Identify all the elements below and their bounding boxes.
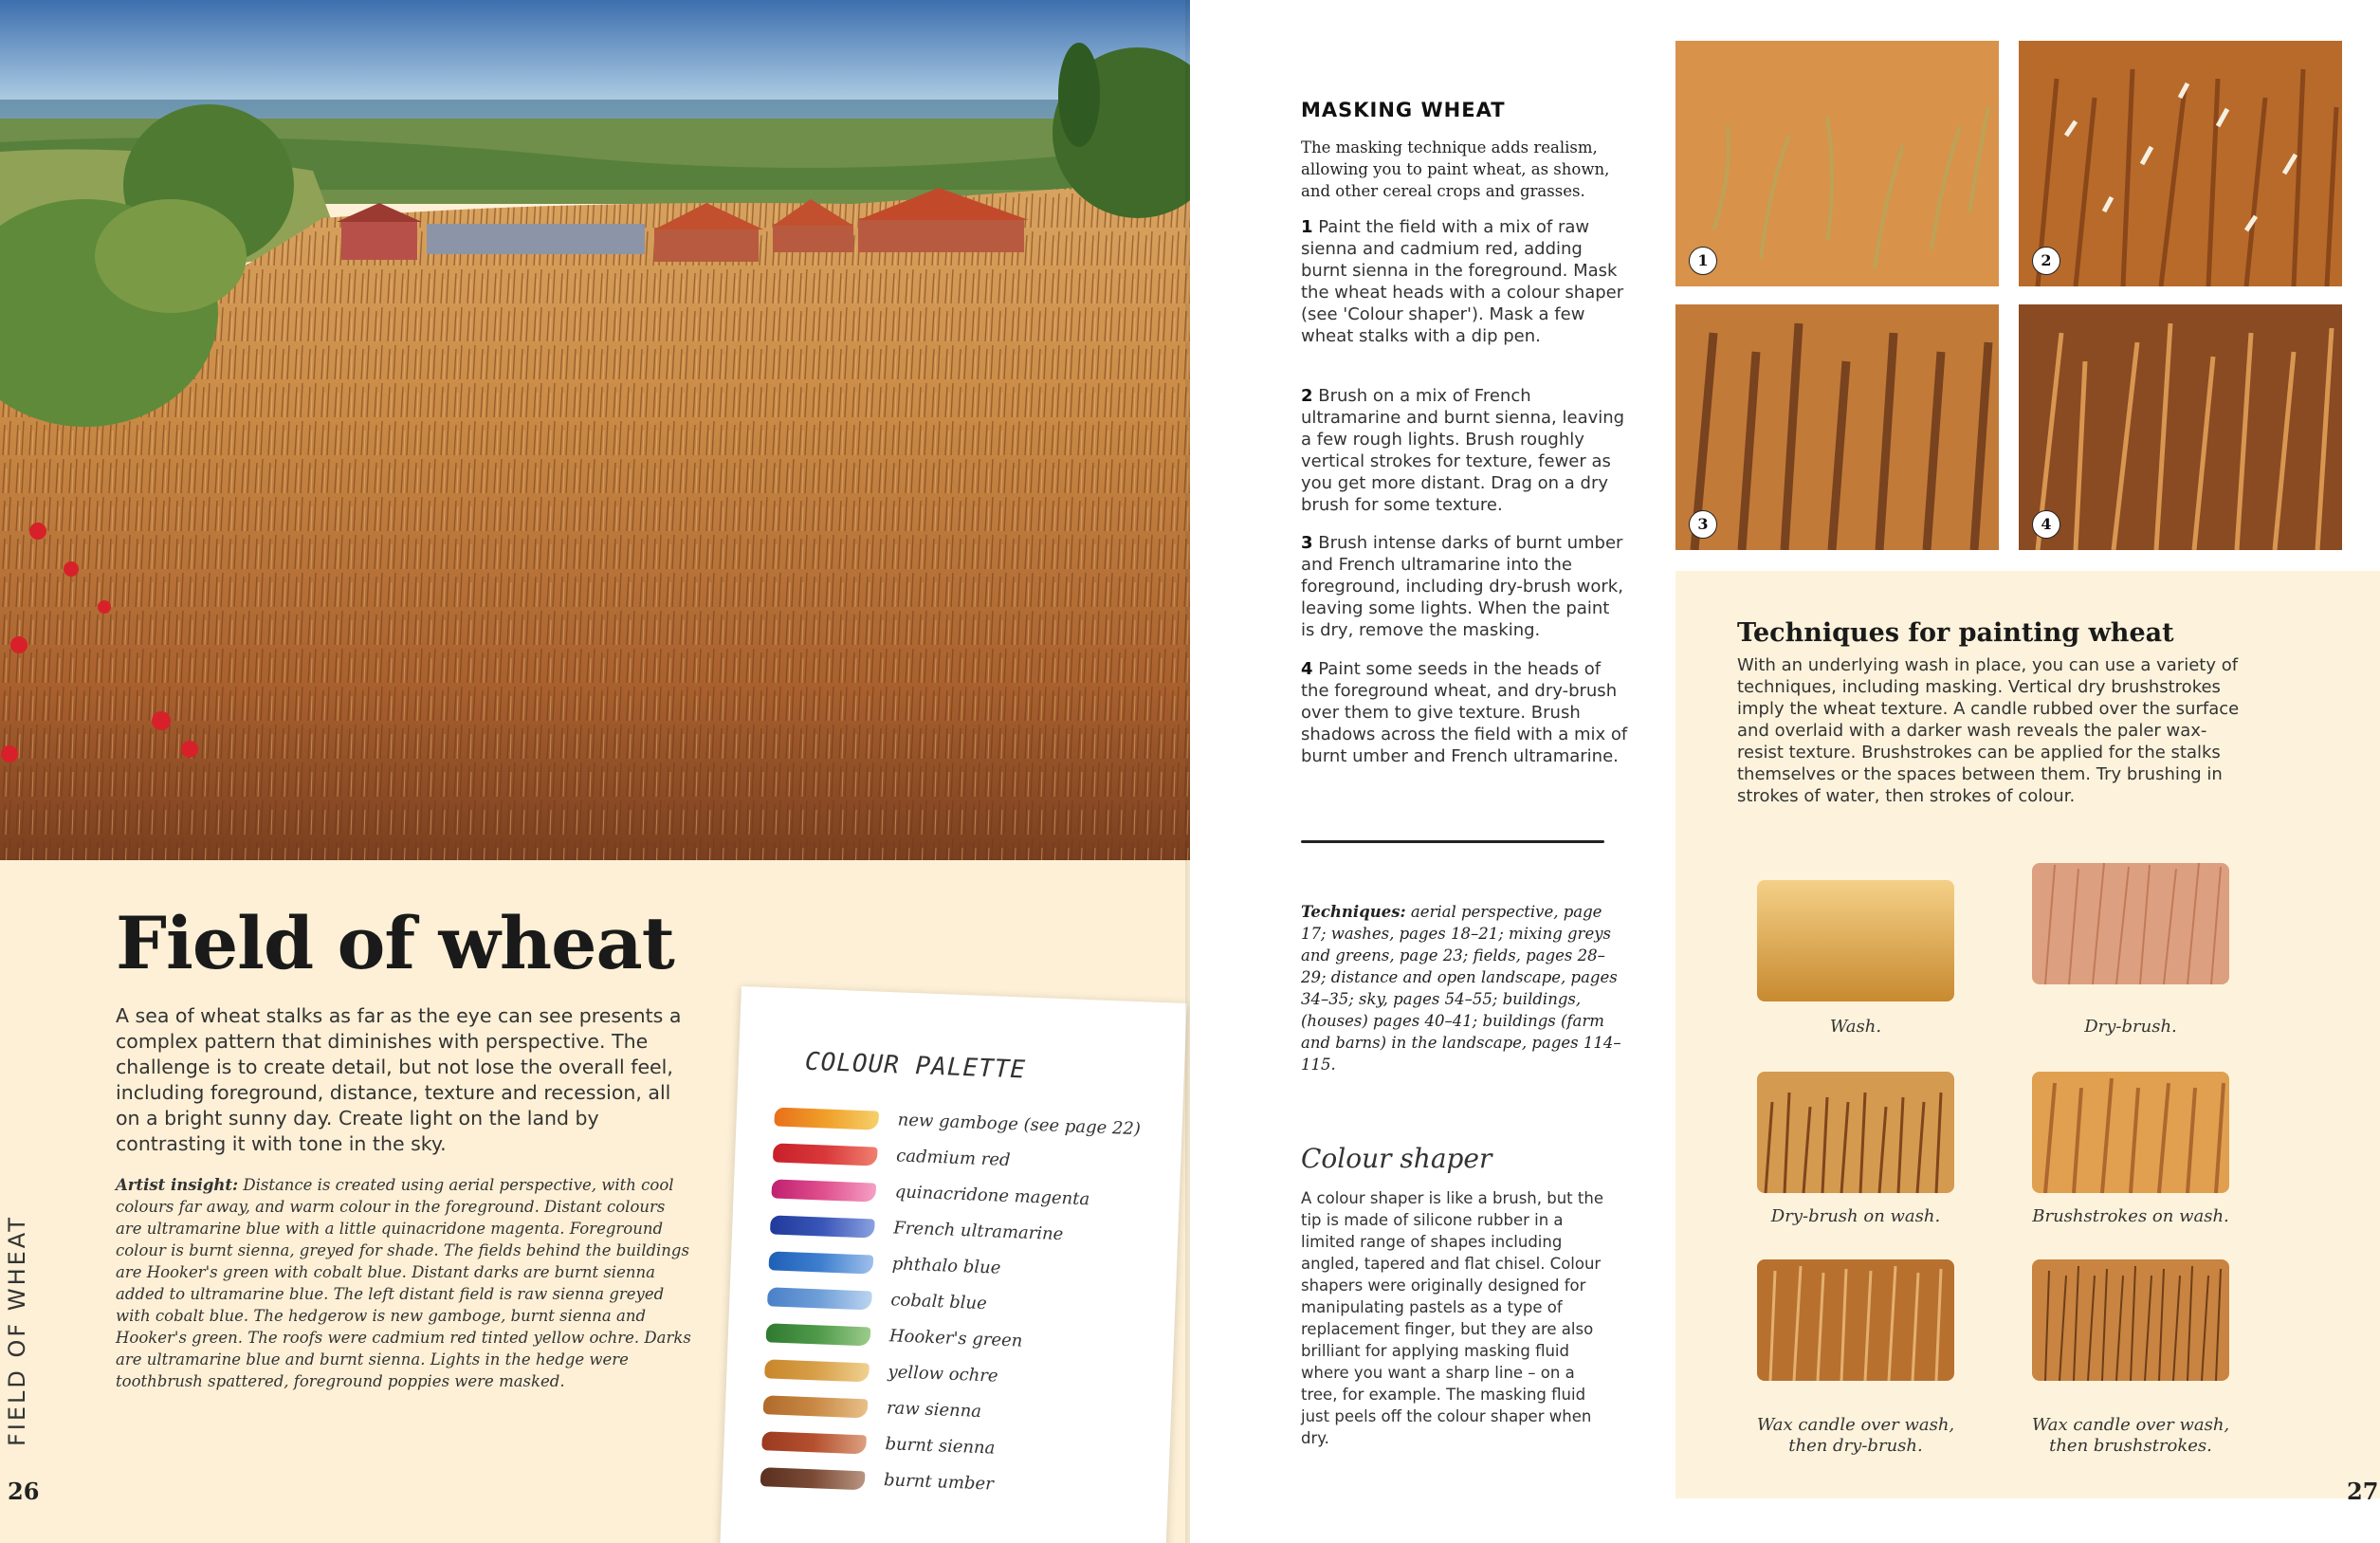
step-number: 1	[1301, 217, 1313, 237]
techniques-description: With an underlying wash in place, you can use a variety of techniques, including masking. Vertical dry brushstrokes imply the wheat texture. A candle rubbed over the surface and overlaid with a darker wash reveals the paler wax-resist texture. Brushstrokes can be applied for the stalks themselves or the spaces between them. Try brushing in strokes of water, then strokes of colour.	[1737, 655, 2240, 806]
technique-label: Wash.	[1829, 1017, 1882, 1037]
step-text: Brush on a mix of French ultramarine and burnt sienna, leaving a few rough lights. Brush roughly vertical strokes for texture, fewer as you get more distant. Drag on a dry brush for some texture.	[1301, 386, 1625, 515]
palette-swatch	[760, 1467, 866, 1490]
colour-shaper-text: A colour shaper is like a brush, but the tip is made of silicone rubber in a limited range of shapes including angled, tapered and flat chisel. Colour shapers were originally designed for manipulating pastels as a type of replacement finger, but they are also brilliant for applying masking fluid where you want a sharp line – on a tree, for example. The masking fluid just peels off the colour shaper when dry.	[1301, 1189, 1603, 1447]
palette-swatch	[773, 1143, 878, 1166]
step-badge: 1	[1689, 247, 1717, 275]
technique-label: Dry-brush on wash.	[1770, 1206, 1941, 1226]
technique-label: Wax candle over wash, then dry-brush.	[1756, 1415, 1955, 1456]
techniques-text: aerial perspective, page 17; washes, pages 18–21; mixing greys and greens, page 23; fields, pages 28–29; distance and open landscape, pages 34–35; sky, pages 54–55; buildings, (houses) pages 40–41; buildings (farm and barns) in the landscape, pages 114–115.	[1301, 903, 1621, 1074]
palette-color-name: cobalt blue	[890, 1290, 988, 1314]
palette-swatch	[766, 1323, 871, 1346]
step-image-3	[1675, 304, 1999, 550]
palette-title: COLOUR PALETTE	[804, 1047, 1027, 1085]
insight-text: Distance is created using aerial perspective, with cool colours far away, and warm colour in the foreground. Distant colours are ultramarine blue with a little quinacridone magenta. Foreground colour is burnt sienna, greyed for shade. The fields behind the buildings are Hooker's green with cobalt blue. Distant darks are burnt sienna added to ultramarine blue. The left distant field is raw sienna greyed with cobalt blue. The hedgerow is new gamboge, burnt sienna and Hooker's green. The roofs were cadmium red tinted yellow ochre. Darks are ultramarine blue and burnt sienna. Lights in the hedge were toothbrush spattered, foreground poppies were masked.	[116, 1176, 691, 1390]
section-side-label: FIELD OF WHEAT	[4, 1214, 30, 1446]
palette-row	[764, 1355, 1144, 1398]
masking-intro: The masking technique adds realism, allowing you to paint wheat, as shown, and other cereal crops and grasses.	[1301, 138, 1610, 200]
colour-shaper-heading: Colour shaper	[1301, 1143, 1492, 1174]
palette-color-name: yellow ochre	[888, 1362, 998, 1387]
artist-insight	[116, 1174, 694, 1392]
right-page	[1190, 0, 2380, 1543]
page-number-left: 26	[8, 1478, 40, 1505]
palette-color-name: French ultramarine	[892, 1218, 1064, 1245]
palette-color-name: phthalo blue	[891, 1254, 1001, 1278]
wax-dry-brush-swatch	[1751, 1252, 1960, 1389]
palette-color-name: Hooker's green	[888, 1326, 1023, 1351]
technique-label: Dry-brush.	[2084, 1017, 2177, 1037]
palette-row	[760, 1463, 1141, 1506]
step-badge: 4	[2032, 510, 2060, 539]
palette-swatch	[761, 1431, 867, 1454]
dry-brush-swatch	[2026, 855, 2235, 993]
palette-swatch	[767, 1287, 872, 1310]
step-text: Paint the field with a mix of raw sienna and cadmium red, adding burnt sienna in the foreground. Mask the wheat heads with a colour shaper (see 'Colour shaper'). Mask a few wheat stalks with a dip pen.	[1301, 217, 1624, 346]
wash-swatch	[1751, 873, 1960, 1010]
colour-palette-card	[720, 986, 1187, 1543]
palette-row	[771, 1175, 1151, 1218]
step-text: Paint some seeds in the heads of the foreground wheat, and dry-brush over them to give texture. Brush shadows across the field with a mix of burnt umber and French ultramarine.	[1301, 659, 1628, 766]
brushstrokes-on-wash-swatch	[2026, 1064, 2235, 1202]
palette-swatch	[774, 1107, 879, 1130]
wax-brushstrokes-swatch	[2026, 1252, 2235, 1389]
palette-swatch	[769, 1251, 874, 1274]
technique-label: Brushstrokes on wash.	[2032, 1206, 2229, 1226]
palette-color-name: new gamboge (see page 22)	[897, 1110, 1142, 1140]
palette-swatch	[771, 1179, 876, 1202]
step-image-2	[2019, 41, 2342, 286]
step-image-4	[2019, 304, 2342, 550]
palette-swatch	[763, 1395, 869, 1418]
step-badge: 3	[1689, 510, 1717, 539]
technique-label: Wax candle over wash, then brushstrokes.	[2031, 1415, 2230, 1456]
palette-row	[770, 1211, 1150, 1254]
palette-row	[774, 1103, 1154, 1146]
palette-color-name: burnt sienna	[885, 1434, 996, 1459]
techniques-heading: Techniques for painting wheat	[1737, 618, 2174, 648]
masking-step	[1301, 532, 1628, 641]
palette-color-name: burnt umber	[883, 1470, 995, 1495]
step-number: 2	[1301, 386, 1313, 406]
palette-color-name: quinacridone magenta	[894, 1182, 1090, 1210]
dry-brush-on-wash-swatch	[1751, 1064, 1960, 1202]
techniques-panel	[1675, 571, 2380, 1498]
masking-step	[1301, 216, 1628, 347]
masking-step	[1301, 385, 1628, 516]
palette-swatch	[770, 1215, 875, 1238]
palette-row	[761, 1427, 1142, 1470]
techniques-reference	[1301, 901, 1623, 1075]
palette-swatch	[764, 1359, 870, 1382]
masking-step	[1301, 658, 1628, 767]
insight-label: Artist insight:	[116, 1176, 239, 1194]
step-number: 3	[1301, 533, 1313, 553]
step-text: Brush intense darks of burnt umber and French ultramarine into the foreground, including dry-brush work, leaving some lights. When the paint is dry, remove the masking.	[1301, 533, 1623, 640]
page-number-right: 27	[2347, 1478, 2379, 1505]
step-badge: 2	[2032, 247, 2060, 275]
step-number: 4	[1301, 659, 1313, 679]
palette-row	[768, 1247, 1148, 1290]
palette-row	[765, 1319, 1145, 1362]
palette-row	[762, 1391, 1143, 1434]
palette-color-name: raw sienna	[886, 1398, 982, 1423]
intro-paragraph: A sea of wheat stalks as far as the eye can see presents a complex pattern that diminishes with perspective. The challenge is to create detail, but not lose the overall feel, including foreground, distance, texture and recession, all on a bright sunny day. Create light on the land by contrasting it with tone in the sky.	[116, 1004, 682, 1155]
wheat-field-painting	[0, 0, 1190, 860]
masking-heading: MASKING WHEAT	[1301, 99, 1506, 121]
palette-row	[773, 1139, 1153, 1182]
divider-rule	[1301, 840, 1604, 843]
palette-color-name: cadmium red	[895, 1146, 1011, 1171]
palette-row	[767, 1283, 1147, 1326]
techniques-label: Techniques:	[1301, 903, 1406, 921]
page-title: Field of wheat	[116, 901, 674, 985]
step-image-1	[1675, 41, 1999, 286]
